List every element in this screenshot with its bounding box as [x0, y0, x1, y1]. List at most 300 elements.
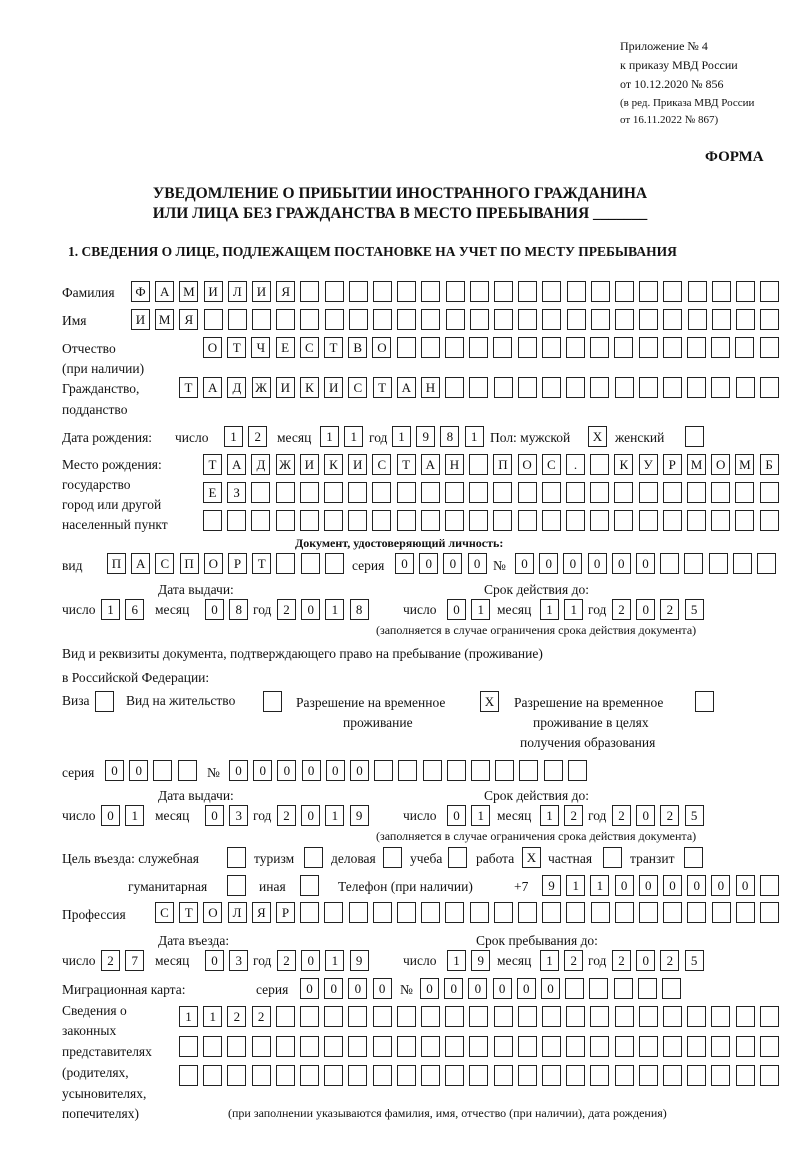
char-cell[interactable]: Т: [252, 553, 271, 574]
char-cell[interactable]: У: [639, 454, 658, 475]
char-cell[interactable]: [423, 760, 442, 781]
char-cell[interactable]: [300, 1065, 319, 1086]
char-cell[interactable]: 0: [229, 760, 248, 781]
char-cell[interactable]: О: [203, 902, 222, 923]
char-cell[interactable]: [445, 482, 464, 503]
char-cell[interactable]: [300, 902, 319, 923]
char-cell[interactable]: А: [227, 454, 246, 475]
char-cell[interactable]: [687, 1036, 706, 1057]
char-cell[interactable]: 1: [224, 426, 243, 447]
char-cell[interactable]: [711, 482, 730, 503]
char-cell[interactable]: 0: [636, 553, 655, 574]
char-cell[interactable]: Я: [252, 902, 271, 923]
char-cell[interactable]: [203, 510, 222, 531]
char-cell[interactable]: 0: [539, 553, 558, 574]
char-cell[interactable]: [495, 760, 514, 781]
char-cell[interactable]: С: [300, 337, 319, 358]
char-cell[interactable]: [421, 337, 440, 358]
char-cell[interactable]: 1: [471, 599, 490, 620]
char-cell[interactable]: [469, 377, 488, 398]
char-cell[interactable]: 9: [350, 950, 369, 971]
char-cell[interactable]: [615, 281, 634, 302]
char-cell[interactable]: [663, 1036, 682, 1057]
char-cell[interactable]: [685, 426, 704, 447]
char-cell[interactable]: [590, 1006, 609, 1027]
char-cell[interactable]: М: [735, 454, 754, 475]
char-cell[interactable]: [760, 875, 779, 896]
char-cell[interactable]: 0: [563, 553, 582, 574]
char-cell[interactable]: [276, 1036, 295, 1057]
char-cell[interactable]: [711, 377, 730, 398]
char-cell[interactable]: [421, 902, 440, 923]
char-cell[interactable]: 1: [325, 805, 344, 826]
char-cell[interactable]: [469, 1065, 488, 1086]
char-cell[interactable]: [469, 337, 488, 358]
char-cell[interactable]: 0: [517, 978, 536, 999]
char-cell[interactable]: 9: [542, 875, 561, 896]
char-cell[interactable]: 0: [205, 805, 224, 826]
char-cell[interactable]: [494, 902, 513, 923]
char-cell[interactable]: [349, 902, 368, 923]
char-cell[interactable]: М: [687, 454, 706, 475]
char-cell[interactable]: 0: [253, 760, 272, 781]
char-cell[interactable]: [446, 281, 465, 302]
char-cell[interactable]: А: [155, 281, 174, 302]
char-cell[interactable]: И: [131, 309, 150, 330]
char-cell[interactable]: [178, 760, 197, 781]
char-cell[interactable]: Р: [228, 553, 247, 574]
char-cell[interactable]: [544, 760, 563, 781]
char-cell[interactable]: [421, 309, 440, 330]
char-cell[interactable]: [662, 978, 681, 999]
char-cell[interactable]: [494, 281, 513, 302]
char-cell[interactable]: [639, 281, 658, 302]
char-cell[interactable]: [324, 482, 343, 503]
char-cell[interactable]: 0: [373, 978, 392, 999]
char-cell[interactable]: 0: [300, 978, 319, 999]
char-cell[interactable]: 0: [639, 875, 658, 896]
char-cell[interactable]: О: [518, 454, 537, 475]
char-cell[interactable]: [736, 309, 755, 330]
char-cell[interactable]: [687, 1006, 706, 1027]
char-cell[interactable]: Т: [203, 454, 222, 475]
char-cell[interactable]: [349, 281, 368, 302]
char-cell[interactable]: X: [588, 426, 607, 447]
char-cell[interactable]: 1: [392, 426, 411, 447]
char-cell[interactable]: 1: [566, 875, 585, 896]
char-cell[interactable]: [567, 309, 586, 330]
char-cell[interactable]: [397, 309, 416, 330]
char-cell[interactable]: Ч: [251, 337, 270, 358]
char-cell[interactable]: 0: [101, 805, 120, 826]
char-cell[interactable]: [603, 847, 622, 868]
char-cell[interactable]: [687, 337, 706, 358]
char-cell[interactable]: [760, 281, 779, 302]
char-cell[interactable]: [276, 309, 295, 330]
char-cell[interactable]: [348, 1006, 367, 1027]
char-cell[interactable]: 6: [125, 599, 144, 620]
char-cell[interactable]: [383, 847, 402, 868]
char-cell[interactable]: [518, 1036, 537, 1057]
char-cell[interactable]: [153, 760, 172, 781]
char-cell[interactable]: 1: [540, 950, 559, 971]
char-cell[interactable]: С: [155, 902, 174, 923]
char-cell[interactable]: [663, 1065, 682, 1086]
char-cell[interactable]: [760, 1036, 779, 1057]
char-cell[interactable]: [591, 902, 610, 923]
char-cell[interactable]: 0: [395, 553, 414, 574]
char-cell[interactable]: [227, 1036, 246, 1057]
char-cell[interactable]: [179, 1065, 198, 1086]
char-cell[interactable]: 3: [229, 805, 248, 826]
char-cell[interactable]: Б: [760, 454, 779, 475]
char-cell[interactable]: [300, 1036, 319, 1057]
char-cell[interactable]: [736, 377, 755, 398]
char-cell[interactable]: 0: [129, 760, 148, 781]
char-cell[interactable]: [687, 377, 706, 398]
char-cell[interactable]: [203, 1036, 222, 1057]
char-cell[interactable]: [566, 482, 585, 503]
char-cell[interactable]: М: [155, 309, 174, 330]
char-cell[interactable]: [615, 1065, 634, 1086]
char-cell[interactable]: [448, 847, 467, 868]
char-cell[interactable]: [445, 1065, 464, 1086]
char-cell[interactable]: [252, 1036, 271, 1057]
char-cell[interactable]: 1: [564, 599, 583, 620]
char-cell[interactable]: [712, 309, 731, 330]
char-cell[interactable]: 2: [277, 599, 296, 620]
char-cell[interactable]: [639, 510, 658, 531]
char-cell[interactable]: [374, 760, 393, 781]
char-cell[interactable]: [324, 1036, 343, 1057]
char-cell[interactable]: [445, 510, 464, 531]
char-cell[interactable]: [639, 377, 658, 398]
char-cell[interactable]: [760, 482, 779, 503]
char-cell[interactable]: 5: [685, 805, 704, 826]
char-cell[interactable]: [421, 1006, 440, 1027]
char-cell[interactable]: [663, 337, 682, 358]
char-cell[interactable]: [325, 281, 344, 302]
char-cell[interactable]: Р: [276, 902, 295, 923]
char-cell[interactable]: [590, 1065, 609, 1086]
char-cell[interactable]: [252, 1065, 271, 1086]
char-cell[interactable]: 0: [302, 760, 321, 781]
char-cell[interactable]: П: [180, 553, 199, 574]
char-cell[interactable]: 8: [440, 426, 459, 447]
char-cell[interactable]: [493, 510, 512, 531]
char-cell[interactable]: Л: [228, 281, 247, 302]
char-cell[interactable]: 2: [227, 1006, 246, 1027]
char-cell[interactable]: 5: [685, 599, 704, 620]
char-cell[interactable]: [566, 1065, 585, 1086]
char-cell[interactable]: И: [324, 377, 343, 398]
char-cell[interactable]: 0: [736, 875, 755, 896]
char-cell[interactable]: [736, 1065, 755, 1086]
char-cell[interactable]: 0: [541, 978, 560, 999]
char-cell[interactable]: [300, 510, 319, 531]
char-cell[interactable]: [711, 1036, 730, 1057]
char-cell[interactable]: 2: [564, 950, 583, 971]
char-cell[interactable]: 8: [350, 599, 369, 620]
char-cell[interactable]: Я: [179, 309, 198, 330]
char-cell[interactable]: 0: [493, 978, 512, 999]
char-cell[interactable]: [615, 309, 634, 330]
char-cell[interactable]: [639, 309, 658, 330]
char-cell[interactable]: [711, 337, 730, 358]
char-cell[interactable]: [614, 510, 633, 531]
char-cell[interactable]: [179, 1036, 198, 1057]
char-cell[interactable]: П: [493, 454, 512, 475]
char-cell[interactable]: [736, 1006, 755, 1027]
char-cell[interactable]: А: [397, 377, 416, 398]
char-cell[interactable]: [373, 1006, 392, 1027]
char-cell[interactable]: [494, 1036, 513, 1057]
char-cell[interactable]: [203, 1065, 222, 1086]
char-cell[interactable]: О: [203, 337, 222, 358]
char-cell[interactable]: 1: [465, 426, 484, 447]
char-cell[interactable]: [542, 902, 561, 923]
char-cell[interactable]: [712, 902, 731, 923]
char-cell[interactable]: 0: [205, 599, 224, 620]
char-cell[interactable]: [397, 1006, 416, 1027]
char-cell[interactable]: [348, 1036, 367, 1057]
char-cell[interactable]: [445, 377, 464, 398]
char-cell[interactable]: [684, 553, 703, 574]
char-cell[interactable]: 2: [277, 950, 296, 971]
char-cell[interactable]: 0: [419, 553, 438, 574]
char-cell[interactable]: [373, 1036, 392, 1057]
char-cell[interactable]: 1: [179, 1006, 198, 1027]
char-cell[interactable]: К: [300, 377, 319, 398]
char-cell[interactable]: [469, 482, 488, 503]
char-cell[interactable]: [760, 377, 779, 398]
char-cell[interactable]: 2: [252, 1006, 271, 1027]
char-cell[interactable]: [760, 510, 779, 531]
char-cell[interactable]: [276, 482, 295, 503]
char-cell[interactable]: 0: [326, 760, 345, 781]
char-cell[interactable]: 1: [590, 875, 609, 896]
char-cell[interactable]: [470, 281, 489, 302]
char-cell[interactable]: [663, 309, 682, 330]
char-cell[interactable]: 9: [350, 805, 369, 826]
char-cell[interactable]: 0: [636, 599, 655, 620]
char-cell[interactable]: [733, 553, 752, 574]
char-cell[interactable]: [372, 510, 391, 531]
char-cell[interactable]: X: [480, 691, 499, 712]
char-cell[interactable]: [300, 281, 319, 302]
char-cell[interactable]: 1: [540, 599, 559, 620]
char-cell[interactable]: [324, 1065, 343, 1086]
char-cell[interactable]: [445, 902, 464, 923]
char-cell[interactable]: С: [542, 454, 561, 475]
char-cell[interactable]: 0: [348, 978, 367, 999]
char-cell[interactable]: [469, 1036, 488, 1057]
char-cell[interactable]: [687, 902, 706, 923]
char-cell[interactable]: [325, 309, 344, 330]
char-cell[interactable]: Ж: [252, 377, 271, 398]
char-cell[interactable]: [397, 1065, 416, 1086]
char-cell[interactable]: 1: [344, 426, 363, 447]
char-cell[interactable]: [398, 760, 417, 781]
char-cell[interactable]: 0: [420, 978, 439, 999]
char-cell[interactable]: 9: [416, 426, 435, 447]
char-cell[interactable]: [711, 510, 730, 531]
char-cell[interactable]: [251, 510, 270, 531]
char-cell[interactable]: [639, 1036, 658, 1057]
char-cell[interactable]: [421, 510, 440, 531]
char-cell[interactable]: 0: [301, 805, 320, 826]
char-cell[interactable]: [518, 1065, 537, 1086]
char-cell[interactable]: 0: [612, 553, 631, 574]
char-cell[interactable]: [639, 337, 658, 358]
char-cell[interactable]: [397, 510, 416, 531]
char-cell[interactable]: [470, 309, 489, 330]
char-cell[interactable]: [663, 377, 682, 398]
char-cell[interactable]: [276, 510, 295, 531]
char-cell[interactable]: [447, 760, 466, 781]
char-cell[interactable]: [736, 1036, 755, 1057]
char-cell[interactable]: [251, 482, 270, 503]
char-cell[interactable]: [663, 510, 682, 531]
char-cell[interactable]: [568, 760, 587, 781]
char-cell[interactable]: [469, 510, 488, 531]
char-cell[interactable]: [695, 691, 714, 712]
char-cell[interactable]: 1: [471, 805, 490, 826]
char-cell[interactable]: [373, 1065, 392, 1086]
char-cell[interactable]: Е: [276, 337, 295, 358]
char-cell[interactable]: [300, 1006, 319, 1027]
char-cell[interactable]: [324, 902, 343, 923]
char-cell[interactable]: [590, 377, 609, 398]
char-cell[interactable]: [276, 553, 295, 574]
char-cell[interactable]: [324, 1006, 343, 1027]
char-cell[interactable]: [663, 482, 682, 503]
char-cell[interactable]: [542, 309, 561, 330]
char-cell[interactable]: 0: [443, 553, 462, 574]
char-cell[interactable]: 2: [612, 950, 631, 971]
char-cell[interactable]: [494, 377, 513, 398]
char-cell[interactable]: [300, 482, 319, 503]
char-cell[interactable]: 0: [447, 599, 466, 620]
char-cell[interactable]: [590, 482, 609, 503]
char-cell[interactable]: 1: [125, 805, 144, 826]
char-cell[interactable]: 0: [105, 760, 124, 781]
char-cell[interactable]: [324, 510, 343, 531]
char-cell[interactable]: И: [300, 454, 319, 475]
char-cell[interactable]: [660, 553, 679, 574]
char-cell[interactable]: О: [711, 454, 730, 475]
char-cell[interactable]: [687, 482, 706, 503]
char-cell[interactable]: 0: [711, 875, 730, 896]
char-cell[interactable]: [542, 482, 561, 503]
char-cell[interactable]: [757, 553, 776, 574]
char-cell[interactable]: [614, 337, 633, 358]
char-cell[interactable]: [227, 1065, 246, 1086]
char-cell[interactable]: [446, 309, 465, 330]
char-cell[interactable]: [760, 1006, 779, 1027]
char-cell[interactable]: С: [348, 377, 367, 398]
char-cell[interactable]: [276, 1065, 295, 1086]
char-cell[interactable]: 0: [663, 875, 682, 896]
char-cell[interactable]: Д: [227, 377, 246, 398]
char-cell[interactable]: [590, 1036, 609, 1057]
char-cell[interactable]: [712, 281, 731, 302]
char-cell[interactable]: [542, 1036, 561, 1057]
char-cell[interactable]: 0: [444, 978, 463, 999]
char-cell[interactable]: [227, 847, 246, 868]
char-cell[interactable]: [639, 1065, 658, 1086]
char-cell[interactable]: [300, 309, 319, 330]
char-cell[interactable]: [542, 281, 561, 302]
char-cell[interactable]: [688, 309, 707, 330]
char-cell[interactable]: [663, 902, 682, 923]
char-cell[interactable]: 2: [612, 599, 631, 620]
char-cell[interactable]: 0: [324, 978, 343, 999]
char-cell[interactable]: [373, 902, 392, 923]
char-cell[interactable]: Ф: [131, 281, 150, 302]
char-cell[interactable]: [542, 337, 561, 358]
char-cell[interactable]: [518, 377, 537, 398]
char-cell[interactable]: [687, 1065, 706, 1086]
char-cell[interactable]: 3: [229, 950, 248, 971]
char-cell[interactable]: [735, 482, 754, 503]
char-cell[interactable]: А: [203, 377, 222, 398]
char-cell[interactable]: [493, 337, 512, 358]
char-cell[interactable]: [276, 1006, 295, 1027]
char-cell[interactable]: [372, 482, 391, 503]
char-cell[interactable]: [518, 337, 537, 358]
char-cell[interactable]: X: [522, 847, 541, 868]
char-cell[interactable]: [591, 281, 610, 302]
char-cell[interactable]: 0: [301, 599, 320, 620]
char-cell[interactable]: 7: [125, 950, 144, 971]
char-cell[interactable]: [348, 482, 367, 503]
char-cell[interactable]: 0: [636, 805, 655, 826]
char-cell[interactable]: [469, 454, 488, 475]
char-cell[interactable]: [566, 1006, 585, 1027]
char-cell[interactable]: 1: [203, 1006, 222, 1027]
char-cell[interactable]: [760, 309, 779, 330]
char-cell[interactable]: [736, 281, 755, 302]
char-cell[interactable]: [421, 482, 440, 503]
char-cell[interactable]: П: [107, 553, 126, 574]
char-cell[interactable]: 1: [320, 426, 339, 447]
char-cell[interactable]: [494, 309, 513, 330]
char-cell[interactable]: 2: [660, 950, 679, 971]
char-cell[interactable]: [518, 902, 537, 923]
char-cell[interactable]: [615, 1006, 634, 1027]
char-cell[interactable]: [518, 1006, 537, 1027]
char-cell[interactable]: [542, 1006, 561, 1027]
char-cell[interactable]: [663, 1006, 682, 1027]
char-cell[interactable]: [397, 281, 416, 302]
char-cell[interactable]: О: [372, 337, 391, 358]
char-cell[interactable]: [470, 902, 489, 923]
char-cell[interactable]: [760, 902, 779, 923]
char-cell[interactable]: [590, 454, 609, 475]
char-cell[interactable]: Ж: [276, 454, 295, 475]
char-cell[interactable]: [227, 875, 246, 896]
char-cell[interactable]: [252, 309, 271, 330]
char-cell[interactable]: [397, 337, 416, 358]
char-cell[interactable]: И: [204, 281, 223, 302]
char-cell[interactable]: [639, 482, 658, 503]
char-cell[interactable]: [709, 553, 728, 574]
char-cell[interactable]: 2: [660, 599, 679, 620]
char-cell[interactable]: [614, 482, 633, 503]
char-cell[interactable]: 0: [447, 805, 466, 826]
char-cell[interactable]: [542, 1065, 561, 1086]
